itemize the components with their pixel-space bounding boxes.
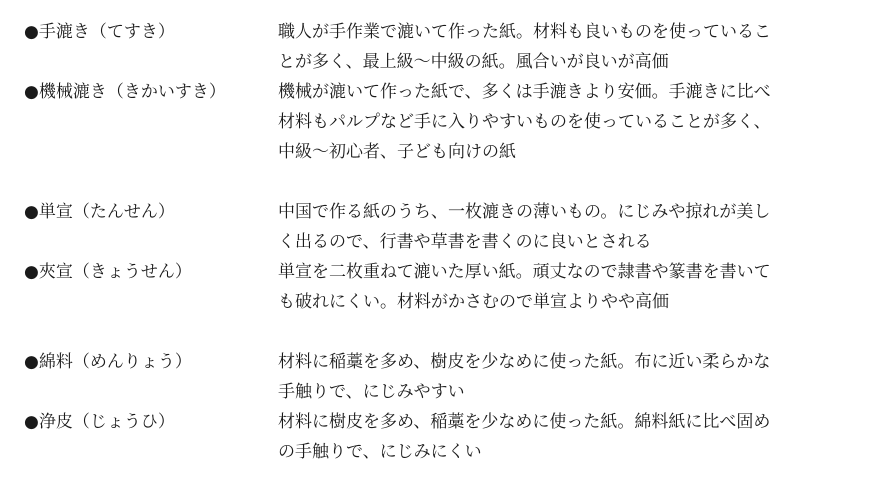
glossary-entry-kikaisuki: [0, 77, 888, 167]
term-tansen: ●単宣（たんせん）: [24, 202, 175, 222]
term-kyousen: ●夾宣（きょうせん）: [24, 262, 192, 282]
definition-line: 材料に樹皮を多め、稲藁を少なめに使った紙。綿料紙に比べ固め: [278, 412, 771, 432]
definition-line: 職人が手作業で漉いて作った紙。材料も良いものを使っているこ: [278, 22, 771, 42]
definition-line: 中国で作る紙のうち、一枚漉きの薄いもの。にじみや掠れが美し: [278, 202, 771, 222]
term-menryou: ●綿料（めんりょう）: [24, 352, 192, 372]
definition-line: とが多く、最上級〜中級の紙。風合いが良いが高価: [278, 52, 669, 72]
glossary-entry-kyousen: [0, 257, 888, 317]
term-tesuki: ●手漉き（てすき）: [24, 22, 175, 42]
definition-line: 単宣を二枚重ねて漉いた厚い紙。頑丈なので隷書や篆書を書いて: [278, 262, 771, 282]
term-jouhi: ●浄皮（じょうひ）: [24, 412, 175, 432]
definition-line: の手触りで、にじみにくい: [278, 442, 482, 462]
definition-line: 中級〜初心者、子ども向けの紙: [278, 142, 516, 162]
definition-line: く出るので、行書や草書を書くのに良いとされる: [278, 232, 652, 252]
definition-kyousen: [278, 257, 858, 317]
definition-tesuki: [278, 17, 858, 77]
glossary-entry-menryou: [0, 347, 888, 407]
definition-menryou: [278, 347, 858, 407]
group-manufacturing: [0, 17, 888, 167]
group-material: [0, 347, 888, 467]
definition-line: 材料に稲藁を多め、樹皮を少なめに使った紙。布に近い柔らかな: [278, 352, 771, 372]
group-thickness: [0, 197, 888, 317]
definition-line: 材料もパルプなど手に入りやすいものを使っていることが多く、: [278, 112, 771, 132]
term-kikaisuki: ●機械漉き（きかいすき）: [24, 82, 226, 102]
definition-line: も破れにくい。材料がかさむので単宣よりやや高価: [278, 292, 669, 312]
definition-tansen: [278, 197, 858, 257]
glossary-entry-tansen: [0, 197, 888, 257]
definition-line: 機械が漉いて作った紙で、多くは手漉きより安価。手漉きに比べ: [278, 82, 771, 102]
glossary-entry-tesuki: [0, 17, 888, 77]
definition-jouhi: [278, 407, 858, 467]
definition-kikaisuki: [278, 77, 858, 167]
definition-line: 手触りで、にじみやすい: [278, 382, 465, 402]
glossary-entry-jouhi: [0, 407, 888, 467]
